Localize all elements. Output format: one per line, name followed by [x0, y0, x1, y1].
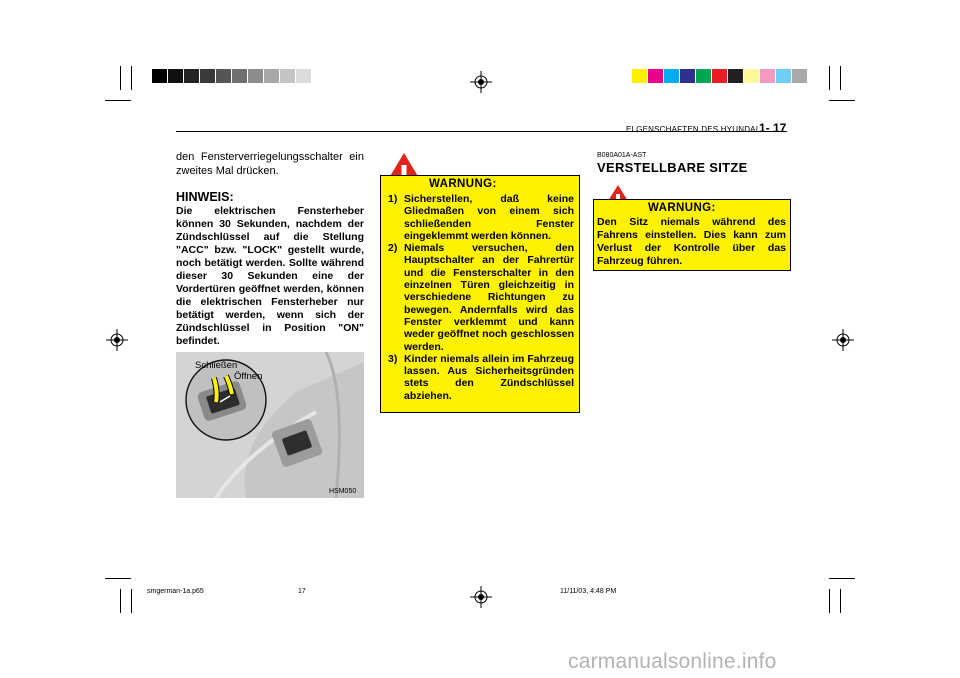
- registration-mark-icon: [106, 329, 128, 351]
- warning-text: Den Sitz niemals während des Fahrens einstellen. Dies kann zum Verlust der Kontrolle über das Fahrzeug führen.: [597, 216, 786, 267]
- list-item: [388, 193, 574, 242]
- section-code: B080A01A-AST: [597, 152, 647, 159]
- note-text: Die elektrischen Fensterheber können 30 Sekunden, nachdem der Zündschlüssel auf die Stellung "ACC" bzw. "LOCK" gestellt wurde, noch betätigt werden. Sollte während dieser 30 Sekunden eine der Vordertüren geöffnet werden, können die elektrischen Fensterheber nur betätigt werden, wenn sich der Zündschlüssel in Position "ON" befindet.: [176, 205, 364, 347]
- warning-box-right: [593, 199, 791, 271]
- list-item: [388, 242, 574, 353]
- footer-timestamp: 11/11/03, 4:48 PM: [560, 588, 617, 595]
- registration-mark-icon: [832, 329, 854, 351]
- registration-mark-icon: [470, 586, 492, 608]
- warning-box-middle: [380, 175, 580, 413]
- crop-mark: [131, 66, 132, 90]
- crop-mark: [131, 589, 132, 613]
- section-title: VERSTELLBARE SITZE: [597, 160, 748, 175]
- list-item-number: 1): [388, 193, 398, 205]
- footer-file: smgerman-1a.p65: [147, 588, 204, 595]
- running-head: ELGENSCHAFTEN DES HYUNDAI: [626, 125, 759, 134]
- photo-code: HSM050: [329, 488, 357, 495]
- registration-mark-icon: [470, 71, 492, 93]
- list-item-text: Sicherstellen, daß keine Gliedmaßen von einem sich schließenden Fenster eingeklemmt werden können.: [404, 193, 574, 242]
- photo-label-close: Schließen: [195, 360, 238, 371]
- warning-title: WARNUNG:: [429, 178, 497, 190]
- footer-page: 17: [298, 588, 306, 595]
- crop-mark: [105, 578, 131, 579]
- list-item: [388, 353, 574, 402]
- list-item-number: 2): [388, 242, 398, 255]
- watermark: carmanualsonline.info: [568, 650, 777, 673]
- crop-mark: [829, 66, 830, 90]
- warning-title: WARNUNG:: [648, 202, 716, 214]
- list-item-number: 3): [388, 352, 398, 365]
- crop-mark: [120, 66, 121, 90]
- photo-label-open: Öffnen: [234, 371, 263, 382]
- crop-mark: [829, 578, 855, 579]
- crop-mark: [120, 589, 121, 613]
- crop-mark: [105, 100, 131, 101]
- door-panel-illustration: [176, 352, 364, 498]
- intro-text: den Fensterverriegelungsschalter ein zweites Mal drücken.: [176, 151, 364, 177]
- crop-mark: [829, 589, 830, 613]
- crop-mark: [829, 100, 855, 101]
- left-column: [176, 150, 364, 348]
- page-number: 1- 17: [759, 121, 787, 135]
- list-item-text: Niemals versuchen, den Hauptschalter an der Fahrertür und die Fensterschalter in den einzelnen Türen gleichzeitig in verschiedene Richtungen zu bewegen. Andernfalls wird das Fenster verklemmt und kann weder geöffnet noch geschlossen werden.: [404, 242, 574, 353]
- list-item-text: Kinder niemals allein im Fahrzeug lassen. Aus Sicherheitsgründen stets den Zündschlüssel abziehen.: [404, 352, 574, 402]
- note-title: HINWEIS:: [176, 190, 234, 204]
- crop-mark: [840, 589, 841, 613]
- warning-list: [388, 193, 574, 402]
- crop-mark: [840, 66, 841, 90]
- window-switch-photo: [176, 352, 364, 498]
